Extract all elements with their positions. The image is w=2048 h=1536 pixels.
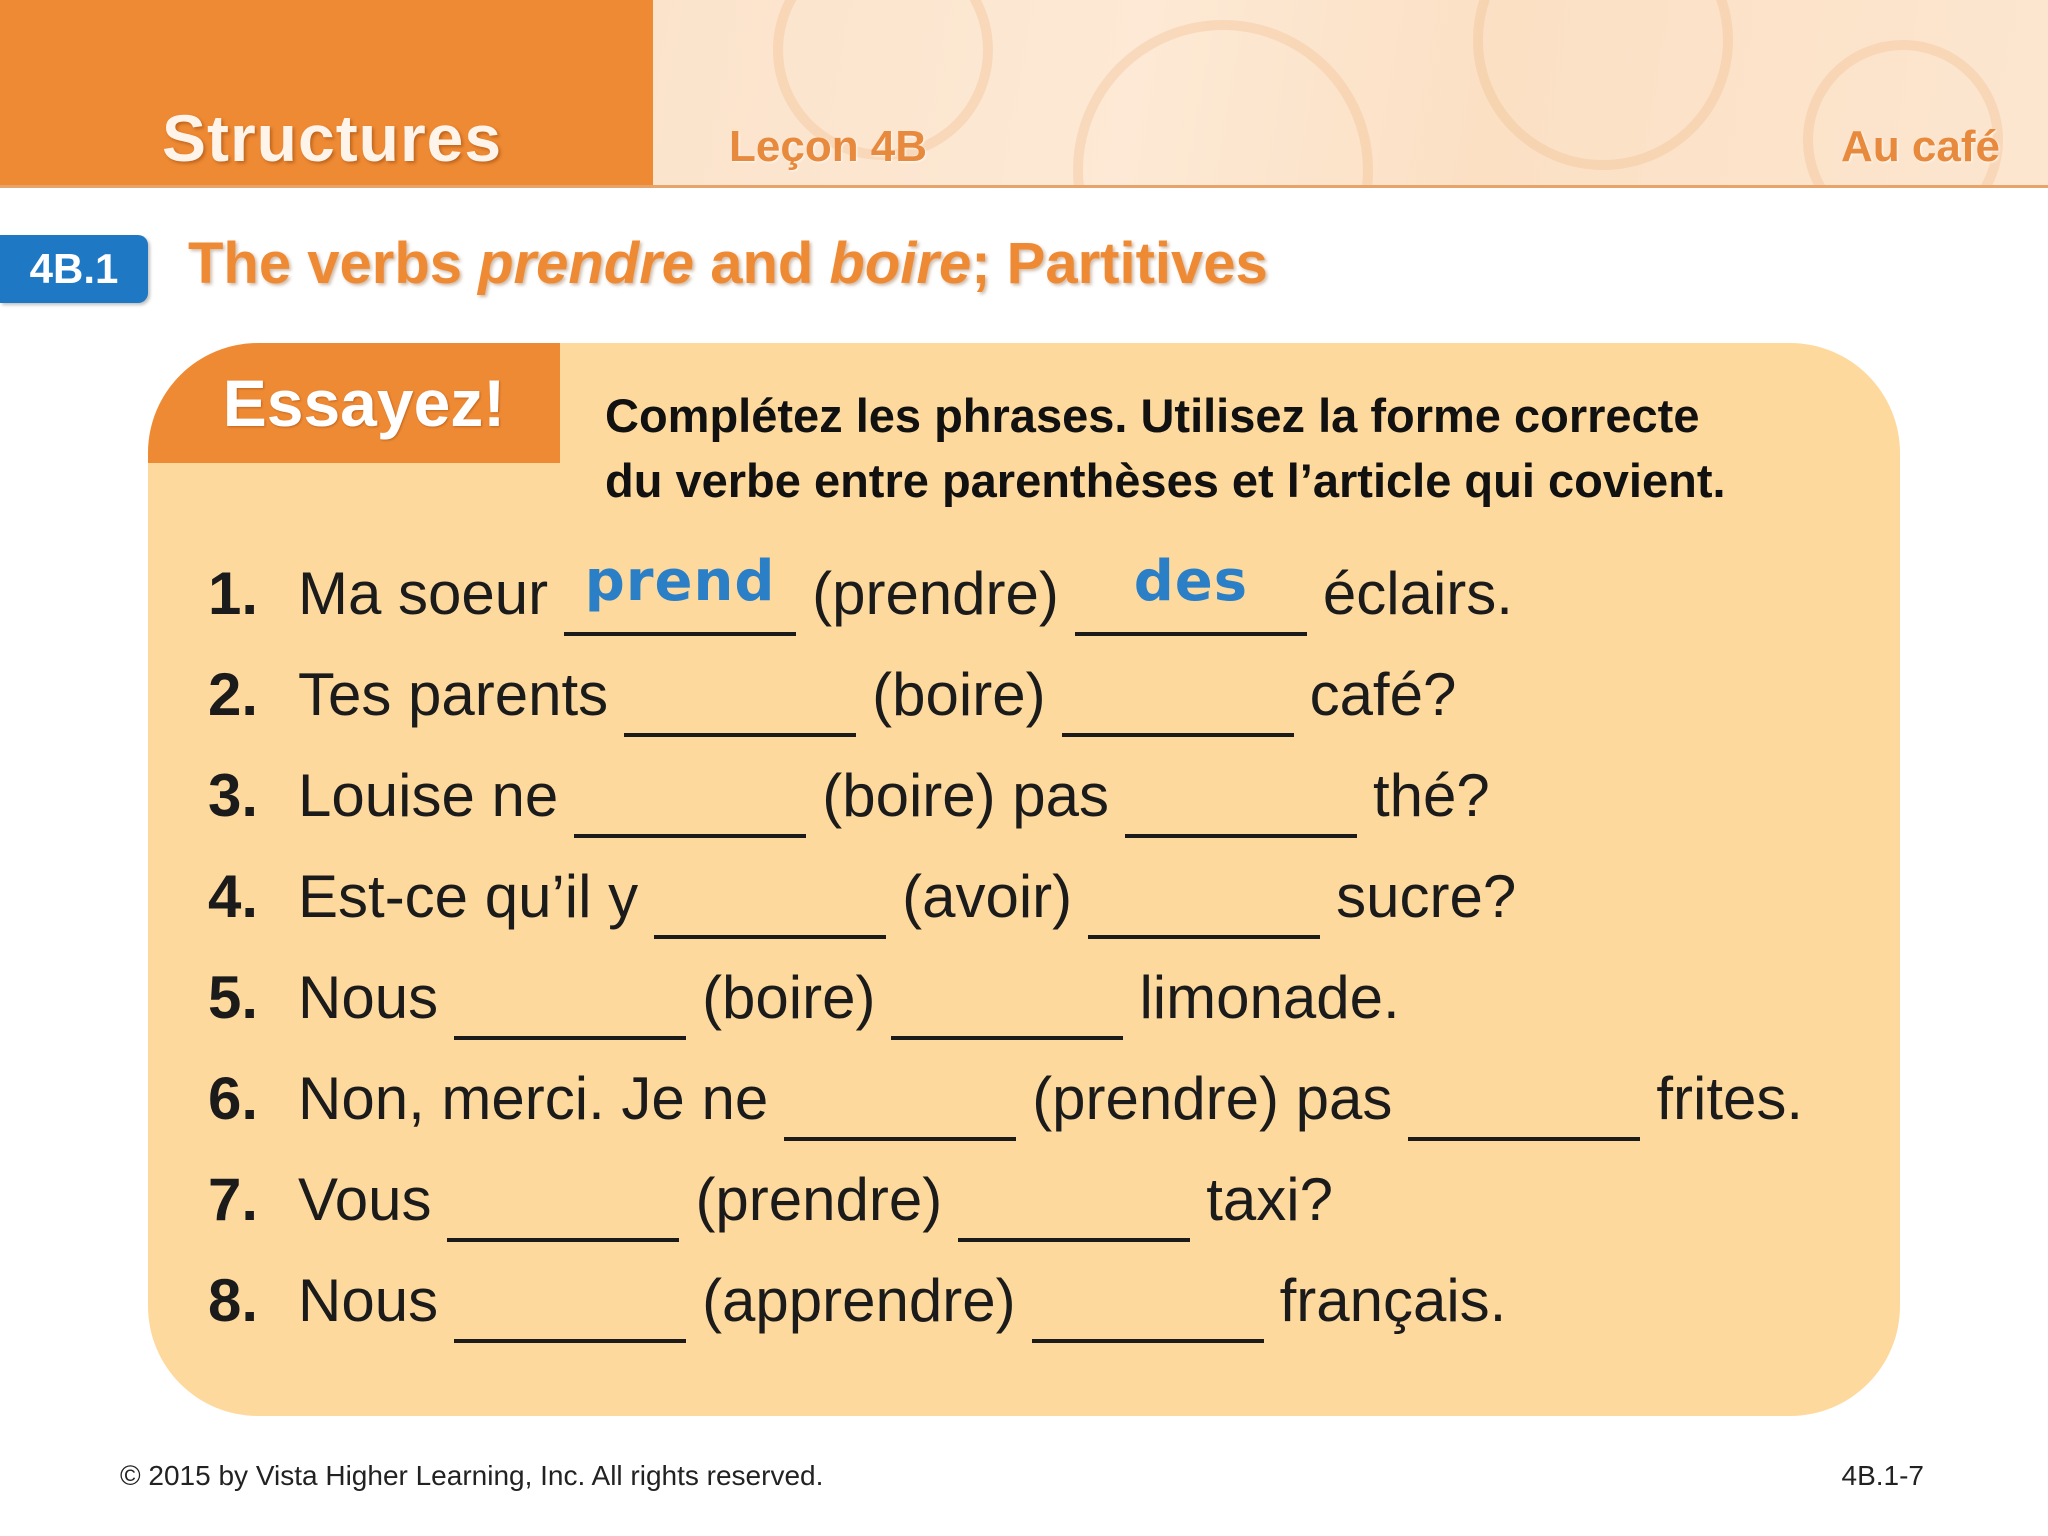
- section-title: Structures: [162, 101, 503, 175]
- item-text-after: éclairs.: [1322, 560, 1513, 627]
- item-text-before: Tes parents: [298, 661, 609, 728]
- verb-blank[interactable]: [784, 1081, 1016, 1141]
- item-number: 3.: [208, 762, 259, 829]
- verb-answer: prend: [584, 548, 776, 614]
- instructions-line: du verbe entre parenthèses et l’article qui covient.: [605, 454, 1726, 507]
- verb-blank[interactable]: [564, 548, 796, 636]
- exercise-list: [208, 543, 1888, 1351]
- exercise-item: [208, 745, 1888, 846]
- slide-number: 4B.1-7: [1841, 1460, 1924, 1491]
- exercise-item: [208, 947, 1888, 1048]
- item-hint: (boire) pas: [822, 762, 1110, 829]
- item-number: 4.: [208, 863, 259, 930]
- item-hint: (apprendre): [702, 1267, 1016, 1334]
- grammar-title-part: ; Partitives: [971, 231, 1268, 296]
- item-number: 1.: [208, 560, 259, 627]
- item-number: 5.: [208, 964, 259, 1031]
- grammar-title: [188, 230, 1268, 297]
- exercise-item: [208, 543, 1888, 644]
- item-hint: (avoir): [902, 863, 1073, 930]
- item-text-before: Nous: [298, 1267, 439, 1334]
- grammar-title-verb-prendre: prendre: [478, 231, 695, 296]
- item-text-after: café?: [1309, 661, 1457, 728]
- verb-blank[interactable]: [624, 677, 856, 737]
- item-hint: (boire): [702, 964, 876, 1031]
- instructions-line: Complétez les phrases. Utilisez la forme correcte: [605, 389, 1700, 442]
- item-text-after: thé?: [1373, 762, 1490, 829]
- item-number: 7.: [208, 1166, 259, 1233]
- verb-blank[interactable]: [447, 1182, 679, 1242]
- article-blank[interactable]: [891, 980, 1123, 1040]
- section-badge: 4B.1: [0, 235, 148, 303]
- copyright: © 2015 by Vista Higher Learning, Inc. All rights reserved.: [120, 1460, 824, 1491]
- item-hint: (prendre) pas: [1032, 1065, 1393, 1132]
- grammar-title-part: and: [694, 231, 830, 296]
- item-number: 8.: [208, 1267, 259, 1334]
- item-text-after: taxi?: [1206, 1166, 1333, 1233]
- grammar-title-part: The verbs: [188, 231, 479, 296]
- article-blank[interactable]: [1062, 677, 1294, 737]
- item-text-before: Vous: [298, 1166, 432, 1233]
- article-blank[interactable]: [1032, 1283, 1264, 1343]
- verb-blank[interactable]: [574, 778, 806, 838]
- item-number: 6.: [208, 1065, 259, 1132]
- item-hint: (prendre): [812, 560, 1059, 627]
- item-hint: (prendre): [695, 1166, 943, 1233]
- item-text-before: Ma soeur: [298, 560, 549, 627]
- item-text-after: frites.: [1656, 1065, 1804, 1132]
- instructions: [605, 383, 1865, 513]
- exercise-item: [208, 846, 1888, 947]
- article-blank[interactable]: [958, 1182, 1190, 1242]
- item-text-after: limonade.: [1139, 964, 1400, 1031]
- article-blank[interactable]: [1088, 879, 1320, 939]
- verb-blank[interactable]: [454, 980, 686, 1040]
- exercise-item: [208, 1048, 1888, 1149]
- article-blank[interactable]: [1125, 778, 1357, 838]
- article-answer: des: [1133, 548, 1249, 614]
- item-text-before: Est-ce qu’il y: [298, 863, 639, 930]
- item-text-after: français.: [1279, 1267, 1507, 1334]
- verb-blank[interactable]: [654, 879, 886, 939]
- verb-blank[interactable]: [454, 1283, 686, 1343]
- item-text-after: sucre?: [1336, 863, 1517, 930]
- activity-tab: Essayez!: [148, 343, 560, 463]
- header-divider: [0, 185, 2048, 188]
- chapter-label: Au café: [1841, 122, 2000, 171]
- activity-panel: [148, 343, 1900, 1416]
- article-blank[interactable]: [1075, 548, 1307, 636]
- item-hint: (boire): [872, 661, 1046, 728]
- exercise-item: [208, 1149, 1888, 1250]
- exercise-item: [208, 1250, 1888, 1351]
- item-text-before: Nous: [298, 964, 439, 1031]
- item-text-before: Non, merci. Je ne: [298, 1065, 769, 1132]
- article-blank[interactable]: [1408, 1081, 1640, 1141]
- item-number: 2.: [208, 661, 259, 728]
- lesson-label: Leçon 4B: [729, 122, 928, 171]
- grammar-title-verb-boire: boire: [829, 231, 972, 296]
- exercise-item: [208, 644, 1888, 745]
- item-text-before: Louise ne: [298, 762, 559, 829]
